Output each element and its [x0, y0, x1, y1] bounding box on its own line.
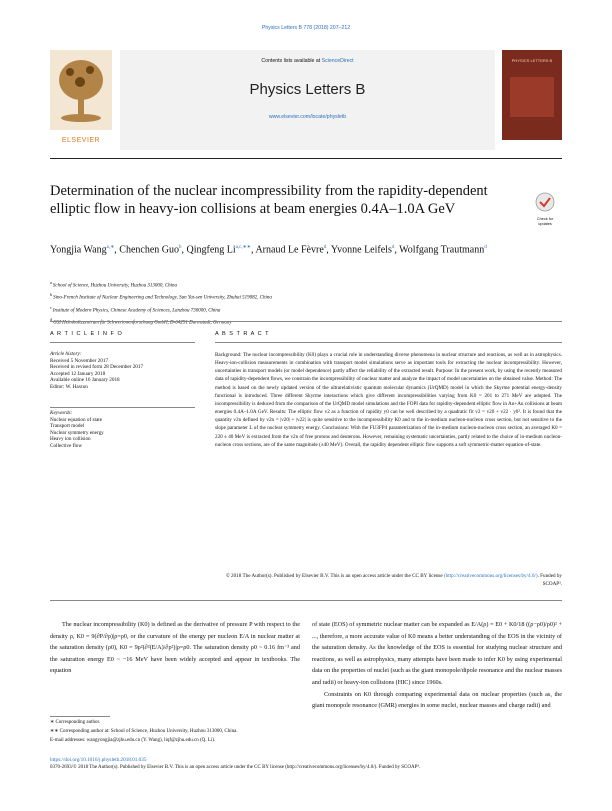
affiliation-text: School of Science, Huzhou University, Huzhou 313000, China [52, 283, 178, 289]
keyword-item: Heavy ion collision [50, 436, 91, 443]
affiliation-item [50, 279, 530, 291]
check-updates-icon [530, 192, 560, 212]
check-updates-label: Check for updates [536, 217, 554, 226]
history-item: Editor: W. Haxton [50, 383, 88, 390]
license-end: . Funded by SCOAP³. [537, 573, 562, 588]
author-name: Arnaud Le Fèvre [255, 244, 324, 256]
body-left-column: The nuclear incompressibility (K0) is defined as the derivative of pressure P with respect to the density ρ, K0 = 9(∂P/∂ρ)|ρ=ρ0, or the curvature of the energy per nucleon E/A in nuclear matter at the saturation density (ρ0), K0 = 9ρ²(∂²(E/A)/∂ρ²)|ρ=ρ0. The saturation density ρ0 ~ 0.16 fm⁻³ and the saturation energy E0 ~ −16 MeV have been widely accepted and appear in textbooks. The equation [50, 621, 300, 675]
header-rule [50, 158, 562, 159]
keywords-block [50, 410, 200, 450]
abstract-heading: A B S T R A C T [215, 331, 270, 337]
article-history [50, 351, 200, 391]
body-right-paragraph-1: of state (EOS) of symmetric nuclear matter can be expanded as E/A(ρ) = E0 + K0/18 ((ρ−ρ0)/ρ0)² + ..., therefore, a more accurate value of K0 means a better understanding of the EOS in the vicinity of the saturation density. As the knowledge of the EOS is essential for studying nuclear structure and reactions, as well as astrophysics, many attempts have been made to infer K0 by using experimental data on the properties of nuclei (such as the giant monopole/dipole resonance and the nuclear masses and radii) or heavy-ion collisions (HIC) since 1960s. [312, 621, 562, 686]
abstract-text: Background: The nuclear incompressibility (K0) plays a crucial role in understanding diverse phenomena in nuclear structure and reactions, as well as in astrophysics. Heavy-ion-collision measurements in combination with transport model simulations serve as important tools for extracting the nuclear incompressibility. However, uncertainties in transport models (or model dependence) partly affect the reliability of the extracted result. Purpose: In the present work, by using the recently measured data of rapidity-dependent flows, we constrain the incompressibility of nuclear matter and analyze the impact of model uncertainties on the obtained value. Method: The method is based on the newly updated version of the ultrarelativistic quantum molecular dynamics (UrQMD) model in which the Skyrme potential energy-density functional is introduced. Three different Skyrme interactions which give different incompressibilities varying from K0 = 201 to 271 MeV are adopted. The incompressibility is deduced from the comparison of the UrQMD model simulations and the FOPI data for rapidity-dependent elliptic flow in Au+Au collisions at beam energies 0.4A–1.0A GeV. Results: The elliptic flow v2 as a function of rapidity y0 can be well described by a quadratic fit v2 = v20 + v22 · y0². It is found that the quantity v2n defined by v2n = |v20| + |v22| is quite sensitive to the incompressibility K0 and to the in-medium nucleon-nucleon cross section, but not sensitive to the slope parameter L of the nuclear symmetry energy. Conclusions: With the FU3FP4 parametrization of the in-medium nucleon-nucleon cross section, an averaged K0 = 220 ± 40 MeV is extracted from the v2n of free protons and deuterons. However, remaining systematic uncertainties, partly related to the choice of in-medium nucleon-nucleon cross sections, are of the same magnitude (±40 MeV). Overall, the rapidity dependent elliptic flow supports a soft symmetric-matter equation-of-state. [215, 352, 562, 448]
contents-line [120, 58, 495, 65]
contents-prefix: Contents lists available at [261, 58, 322, 64]
license-link[interactable]: (http://creativecommons.org/licenses/by/4.0/) [444, 573, 538, 579]
journal-homepage-link[interactable]: www.elsevier.com/locate/physletb [268, 113, 347, 120]
author-name: Yvonne Leifels [330, 244, 392, 256]
author-name: Yongjia Wang [50, 244, 107, 256]
affiliation-item [50, 291, 530, 303]
history-item: Available online 16 January 2018 [50, 377, 120, 384]
author-name: Qingfeng Li [186, 244, 236, 256]
keyword-item: Nuclear symmetry energy [50, 429, 104, 436]
abstract-end-rule [50, 600, 562, 601]
footnote-item: E-mail addresses: wangyongjia@zjhu.edu.cn (Y. Wang), liqf@zjhu.edu.cn (Q. Li). [50, 737, 216, 743]
body-right-paragraph-2: Constraints on K0 through comparing experimental data on nuclear properties (such as, the giant monopole resonance (GMR) energies in some nuclei, nuclear masses and charge radii) and [312, 690, 562, 710]
author-affiliation-marker[interactable]: d [484, 245, 487, 250]
keyword-item: Nuclear equation of state [50, 416, 102, 423]
history-item: Accepted 12 January 2018 [50, 370, 106, 377]
body-right-column [312, 619, 562, 712]
author-affiliation-marker[interactable]: b [179, 245, 182, 250]
author-list: Yongjia Wang$^{a,∗}$, Chenchen Guo$^b$, Qingfeng $Li^{a,c,∗∗}$, Arnaud Le Fèvre$^d$, Yvonne Leifels$^d$, Wolfgang Trautmann$^d$ [50, 244, 487, 256]
keyword-list [50, 417, 200, 450]
affiliation-text: Institute of Modern Physics, Chinese Academy of Sciences, Lanzhou 730000, China [52, 308, 221, 314]
keywords-heading: Keywords: [50, 410, 73, 416]
article-info-heading: A R T I C L E I N F O [50, 331, 123, 337]
history-rule [50, 407, 195, 408]
journal-title: Physics Letters B [249, 80, 366, 98]
footnote-item: ∗ Corresponding author. [50, 720, 101, 725]
license-statement [215, 572, 562, 588]
license-text: © 2018 The Author(s). Published by Elsevier B.V. This is an open access article under the CC BY license [225, 573, 443, 579]
article-title: Determination of the nuclear incompressibility from the rapidity-dependent elliptic flow in heavy-ion collisions at beam energies 0.4A–1.0A GeV [50, 183, 488, 217]
copyright-line: 0370-2693/© 2018 The Author(s). Published by Elsevier B.V. This is an open access article under the CC BY license (http://creativecommons.org/licenses/by/4.0/). Funded by SCOAP³. [50, 765, 421, 770]
affiliation-item [50, 304, 530, 316]
keyword-item: Collective flow [50, 442, 83, 449]
history-item: Received in revised form 28 December 2017 [50, 364, 144, 371]
affiliation-marker: d [50, 316, 54, 322]
history-item: Received 5 November 2017 [50, 357, 109, 364]
history-heading: Article history: [50, 351, 82, 357]
author-affiliation-marker[interactable]: d [391, 245, 395, 250]
footnotes [50, 719, 305, 745]
journal-header-box [120, 50, 495, 150]
check-for-updates-button[interactable] [530, 192, 560, 226]
affiliation-text: Sino-French Institute of Nuclear Engineering and Technology, Sun Yat-sen University, Zhuhai 519082, China [53, 295, 272, 301]
doi-link[interactable]: https://doi.org/10.1016/j.physletb.2018.01.035 [50, 757, 147, 763]
cover-title: PHYSICS LETTERS B [511, 58, 553, 63]
abstract-rule [215, 342, 562, 343]
history-list [50, 358, 200, 391]
affiliation-marker: a [50, 280, 53, 285]
author-affiliation-marker[interactable]: d [323, 245, 327, 250]
footnote-rule [50, 716, 110, 717]
elsevier-tree-icon [50, 50, 112, 130]
elsevier-wordmark: ELSEVIER [61, 137, 101, 144]
affiliation-text: GSI Helmholtzzentrum für Schwerionenforschung GmbH, D-64291 Darmstadt, Germany [53, 320, 232, 326]
keyword-item: Transport model [50, 423, 85, 430]
article-info-rule [50, 342, 195, 343]
elsevier-logo [50, 50, 112, 142]
sciencedirect-link[interactable]: ScienceDirect [321, 58, 354, 64]
author-name: Wolfgang Trautmann [399, 244, 485, 256]
affiliation-marker: c [50, 304, 53, 310]
footnote-item: ∗∗ Corresponding author at: School of Science, Huzhou University, Huzhou 313000, China. [50, 728, 238, 734]
affiliation-marker: b [50, 292, 54, 298]
cover-panel [510, 77, 554, 117]
author-affiliation-marker[interactable]: a,c,∗∗ [235, 245, 251, 250]
author-affiliation-marker[interactable]: a,∗ [106, 245, 115, 250]
journal-reference[interactable]: Physics Letters B 778 (2018) 207–212 [261, 25, 351, 31]
affiliation-rule [50, 321, 562, 322]
journal-cover [502, 50, 562, 140]
author-name: Chenchen Guo [119, 244, 180, 256]
